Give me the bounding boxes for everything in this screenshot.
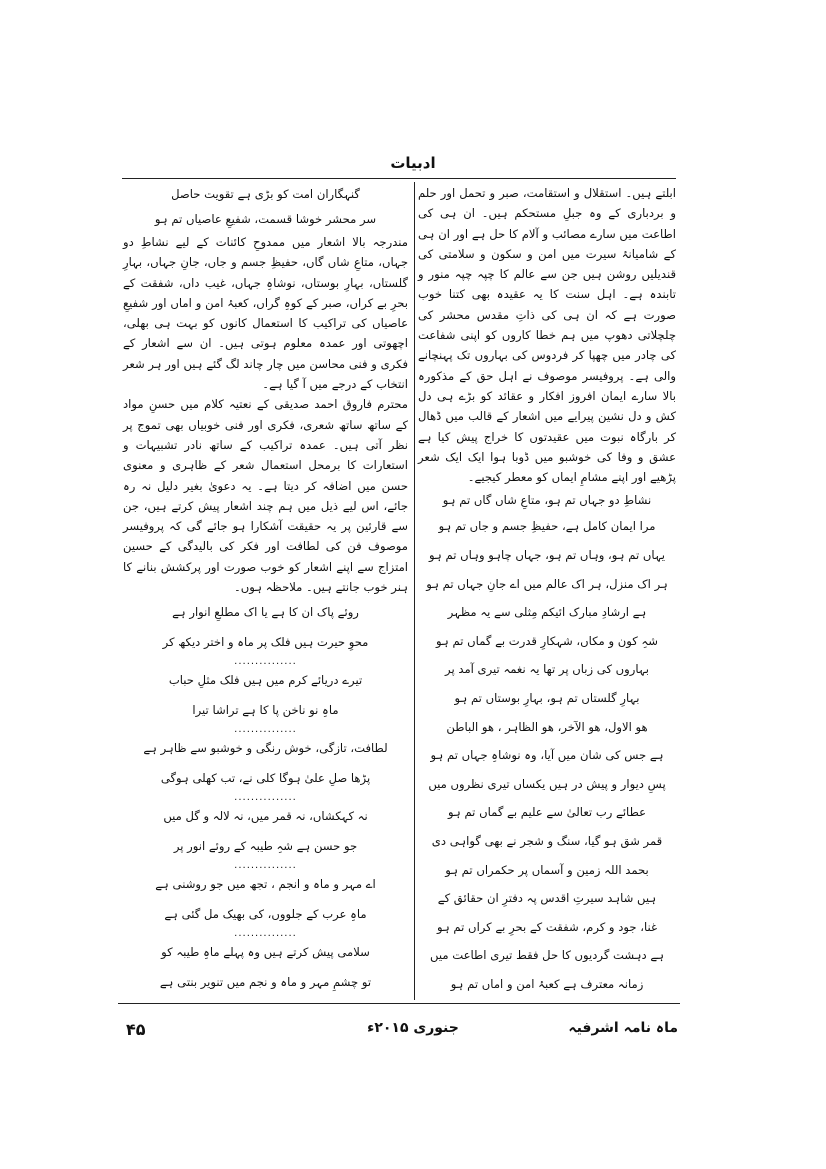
verse-line: مرا ایمان کامل ہے، حفیظِ جسم و جاں تم ہو	[438, 519, 656, 534]
footer-rule	[118, 1003, 680, 1004]
verse-line: نہ کہکشاں، نہ قمر میں، نہ لالہ و گل میں	[163, 809, 368, 824]
couplet-separator: ...............	[234, 724, 297, 736]
verse-line: نشاطِ دو جہاں تم ہو، متاعِ شاں گاں تم ہو	[442, 493, 652, 508]
prose-paragraph: محترم فاروق احمد صدیقی کے نعتیہ کلام میں حسنِ مواد کے ساتھ ساتھ شعری، فکری اور فنی خوبیاں بھی تموج پر نظر آتی ہیں۔ عمدہ تراکیب کے ساتھ نادر تشبیہات و استعارات کا برمحل استعمال شعر کے ظاہری و معنوی حسن میں اضافہ کر دیتا ہے۔ یہ دعویٰ بغیر دلیل نہ رہ جائے، اس لیے ذیل میں ہم چند اشعار پیش کرتے ہیں، جن سے قارئین پر یہ حقیقت آشکارا ہو جائے گی کہ پروفیسر موصوف فن کی لطافت اور فکر کی بالیدگی کے حسین امتزاج سے اپنے اشعار کو خوب صورت اور پرکشش بنانے کا ہنر خوب جانتے ہیں۔ ملاحظہ ہوں۔	[123, 397, 408, 595]
verse-line: زمانہ معترف ہے کعبۂ امن و اماں تم ہو	[450, 976, 644, 991]
section-title: ادبیات	[390, 154, 436, 172]
verse-line: تیرے دریائے کرم میں ہیں فلک مثلِ حباب	[168, 673, 363, 688]
verse-line: بہارِ گلستاں تم ہو، بہارِ بوستاں تم ہو	[454, 691, 640, 706]
verse-line: قمر شق ہو گیا، سنگ و شجر نے بھی گواہی دی	[431, 833, 663, 848]
page-number: ۴۵	[126, 1020, 146, 1039]
verse-line: ہر اک منزل، ہر اک عالم میں اے جانِ جہاں تم ہو	[426, 576, 668, 591]
footer-date: جنوری ۲۰۱۵ء	[367, 1020, 459, 1036]
verse-line: سلامی پیش کرتے ہیں وہ پہلے ماہِ طیبہ کو	[161, 945, 370, 960]
right-verses	[418, 489, 676, 998]
verse-line: اے مہر و ماہ و انجم ، تجھ میں جو روشنی ہے	[155, 877, 376, 892]
couplet	[123, 597, 408, 668]
couplet	[123, 665, 408, 736]
verse-line: جو حسن ہے شہِ طیبہ کے روئے انور پر	[173, 839, 358, 854]
couplet	[123, 801, 408, 872]
left-column	[123, 183, 408, 997]
right-prose	[418, 183, 676, 487]
prose-paragraph: ابلتے ہیں۔ استقلال و استقامت، صبر و تحمل اور حلم و بردباری کے وہ جبلِ مستحکم ہیں۔ ان ہی کی اطاعت میں سارے مصائب و آلام کا حل ہے اور ان ہی کے شامیانۂ سیرت میں امن و سکون و سلامتی کی قندیلیں روشن ہیں جن سے عالم کا چپہ چپہ منور و تابندہ ہے۔ اہل سنت کا یہ عقیدہ بھی کتنا خوب صورت ہے کہ ان ہی کی ذاتِ مقدس محشر کی چلچلاتی دھوپ میں ہم خطا کاروں کو اپنی شفاعت کی چادر میں چھپا کر فردوس کی بہاروں تک پہنچانے والی ہے۔ پروفیسر موصوف نے اہل حق کے مذکورہ بالا سارے ایمان افروز افکار و عقائد کو بڑے ہی دل کش و دل نشین پیرایے میں اشعار کے قالب میں ڈھال کر بارگاہ نبوت میں عقیدتوں کا خراج پیش کیا ہے عشق و وفا کی خوشبو میں ڈوبا ہوا ایک ایک شعر پڑھیے اور اپنے مشامِ ایماں کو معطر کیجیے۔	[418, 186, 676, 485]
footer-magazine-name: ماہ نامہ اشرفیہ	[568, 1020, 678, 1036]
verse-line: پڑھا صلِ علیٰ ہوگا کلی نے، تب کھلی ہوگی	[160, 771, 371, 786]
verse-line: گنہگاران امت کو بڑی ہے تقویت حاصل	[171, 187, 360, 201]
verse-line: پسِ دیوار و پیش در ہیں یکساں تیری نظروں میں	[428, 776, 666, 791]
verse-line: ھو الاول، ھو الآخر، ھو الظاہر ، ھو الباطن	[446, 719, 648, 734]
header-rule	[122, 178, 676, 179]
couplet-separator: ...............	[234, 656, 297, 668]
couplet	[123, 733, 408, 804]
verse-line: عطائے رب تعالیٰ سے علیم بے گماں تم ہو	[447, 805, 647, 820]
verse-line: محوِ حیرت ہیں فلک پر ماہ و اختر دیکھ کر	[162, 635, 369, 650]
verse-line: روئے پاک ان کا ہے یا اک مطلعِ انوار ہے	[172, 605, 359, 620]
prose-paragraph: مندرجہ بالا اشعار میں ممدوحِ کائنات کے لیے نشاطِ دو جہاں، متاعِ شاں گاں، حفیظِ جسم و جاں، جانِ جہاں، بہارِ گلستاں، بہارِ بوستاں، نوشاہِ جہاں، غیب داں، شفقت کے بحرِ بے کراں، صبر کے کوہِ گراں، کعبۂ امن و اماں اور شفیعِ عاصیاں کی تراکیب کا استعمال کانوں کو بہت ہی بھلی، اچھوتی اور عمدہ معلوم ہوتی ہیں۔ ان سے اشعار کے فکری و فنی محاسن میں چار چاند لگ گئے ہیں اور ہر شعر انتخاب کے درجے میں آ گیا ہے۔	[123, 235, 408, 392]
verse-line: بہاروں کی زباں پر تھا یہ نغمہ تیری آمد پر	[445, 662, 649, 677]
verse-line: شہِ کون و مکاں، شہکارِ قدرت بے گماں تم ہو	[436, 633, 658, 648]
verse-line: ہے دہشت گردیوں کا حل فقط تیری اطاعت میں	[430, 948, 664, 963]
couplet	[123, 869, 408, 940]
couplet-separator: ...............	[234, 928, 297, 940]
verse-line: بحمد اللہ زمین و آسماں پر حکمراں تم ہو	[445, 862, 649, 877]
verse-line: غنا، جود و کرم، شفقت کے بحرِ بے کراں تم ہو	[436, 919, 658, 934]
column-divider	[414, 182, 415, 1000]
couplet-separator: ...............	[234, 860, 297, 872]
verse-line: تو چشمِ مہر و ماہ و نجم میں تنویر بنتی ہے	[159, 975, 372, 990]
left-prose	[123, 232, 408, 597]
couplet-separator: ...............	[234, 792, 297, 804]
verse-line: سر محشر خوشا قسمت، شفیعِ عاصیاں تم ہو	[154, 212, 377, 226]
verse-line: ہے جس کی شان میں آیا، وہ نوشاہِ جہاں تم ہو	[430, 748, 664, 763]
verse-line: یہاں تم ہو، وہاں تم ہو، جہاں چاہو وہاں تم ہو	[429, 548, 665, 563]
verse-line: ہیں شاہد سیرتِ اقدس پہ دفترِ ان حقائق کے	[437, 891, 657, 906]
couplet	[123, 937, 408, 997]
verse-line: لطافت، تازگی، خوش رنگی و خوشبو سے ظاہر ہے	[143, 741, 388, 756]
verse-line: ہے ارشادِ مبارک ائیکم مِثلی سے یہ مظہر	[447, 605, 647, 620]
right-column	[418, 183, 676, 999]
verse-line: ماہِ عرب کے جلووں، کی بھیک مل گئی ہے	[164, 907, 367, 922]
verse-line: ماہِ نو ناخن پا کا ہے تراشا تیرا	[192, 703, 339, 718]
